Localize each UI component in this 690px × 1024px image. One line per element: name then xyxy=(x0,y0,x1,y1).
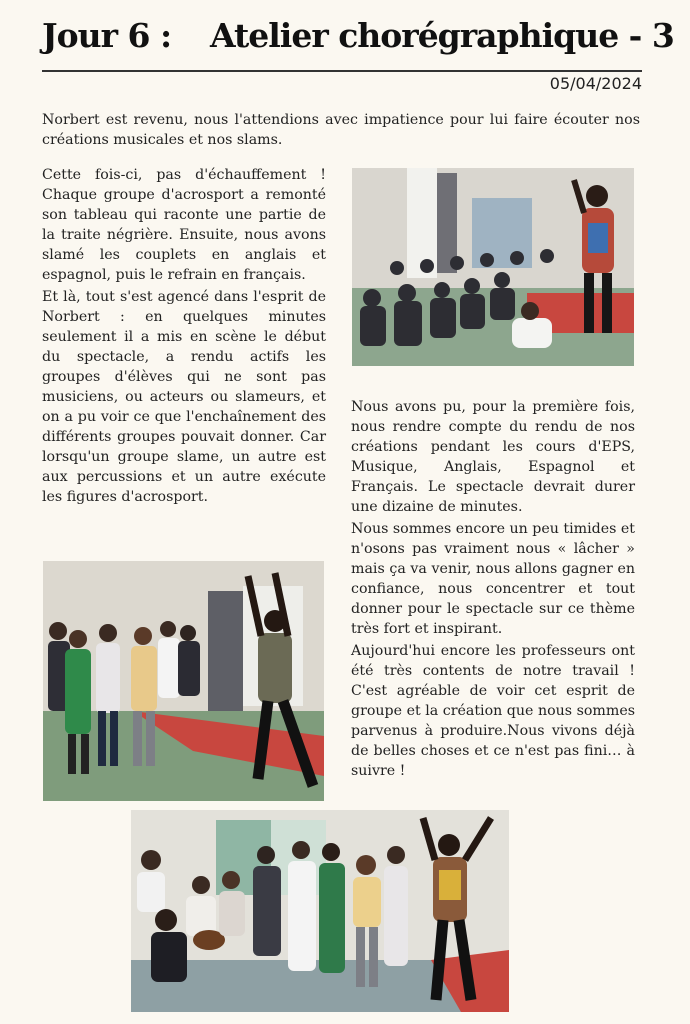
right-paragraph-3: Aujourd'hui encore les professeurs ont été très contents de notre travail ! C'est agréable de voir cet esprit de groupe et la création que nous sommes parvenus à produire.Nous vivons déjà de belles choses et ce n'est pas fini… à suivre ! xyxy=(351,643,635,779)
left-column xyxy=(42,165,326,509)
article-title: Atelier chorégraphique - 3 xyxy=(210,16,674,55)
left-paragraph-2: Et là, tout s'est agencé dans l'esprit de Norbert : en quelques minutes seulement il a mis en scène le début du spectacle, a rendu actifs les groupes d'élèves qui ne sont pas musiciens, ou acteurs ou slameurs, et on a pu voir ce que l'enchaînement des différents groupes pouvait donner. Car lorsqu'un groupe slame, un autre est aux percussions et un autre exécute les figures d'acrosport. xyxy=(42,289,326,505)
photo-seated-students xyxy=(352,168,634,366)
day-label: Jour 6 : xyxy=(42,16,172,55)
photo-dance-rehearsal xyxy=(131,810,509,1012)
page-title xyxy=(42,12,674,62)
photo-standing-group xyxy=(43,561,324,801)
left-paragraph-1: Cette fois-ci, pas d'échauffement ! Chaque groupe d'acrosport a remonté son tableau qui raconte une partie de la traite négrière. Ensuite, nous avons slamé les couplets en anglais et espagnol, puis le refrain en français. xyxy=(42,167,326,283)
article-date: 05/04/2024 xyxy=(549,74,642,93)
right-paragraph-2: Nous sommes encore un peu timides et n'osons pas vraiment nous « lâcher » mais ça va venir, nous allons gagner en confiance, nous concentrer et tout donner pour le spectacle sur ce thème très fort et inspirant. xyxy=(351,521,636,637)
right-paragraph-1: Nous avons pu, pour la première fois, nous rendre compte du rendu de nos créations pendant les cours d'EPS, Musique, Anglais, Espagnol et Français. Le spectacle devrait durer une dizaine de minutes. xyxy=(351,399,635,515)
right-column xyxy=(351,397,635,783)
intro-paragraph: Norbert est revenu, nous l'attendions avec impatience pour lui faire écouter nos créations musicales et nos slams. xyxy=(42,112,640,148)
title-divider xyxy=(42,70,642,72)
